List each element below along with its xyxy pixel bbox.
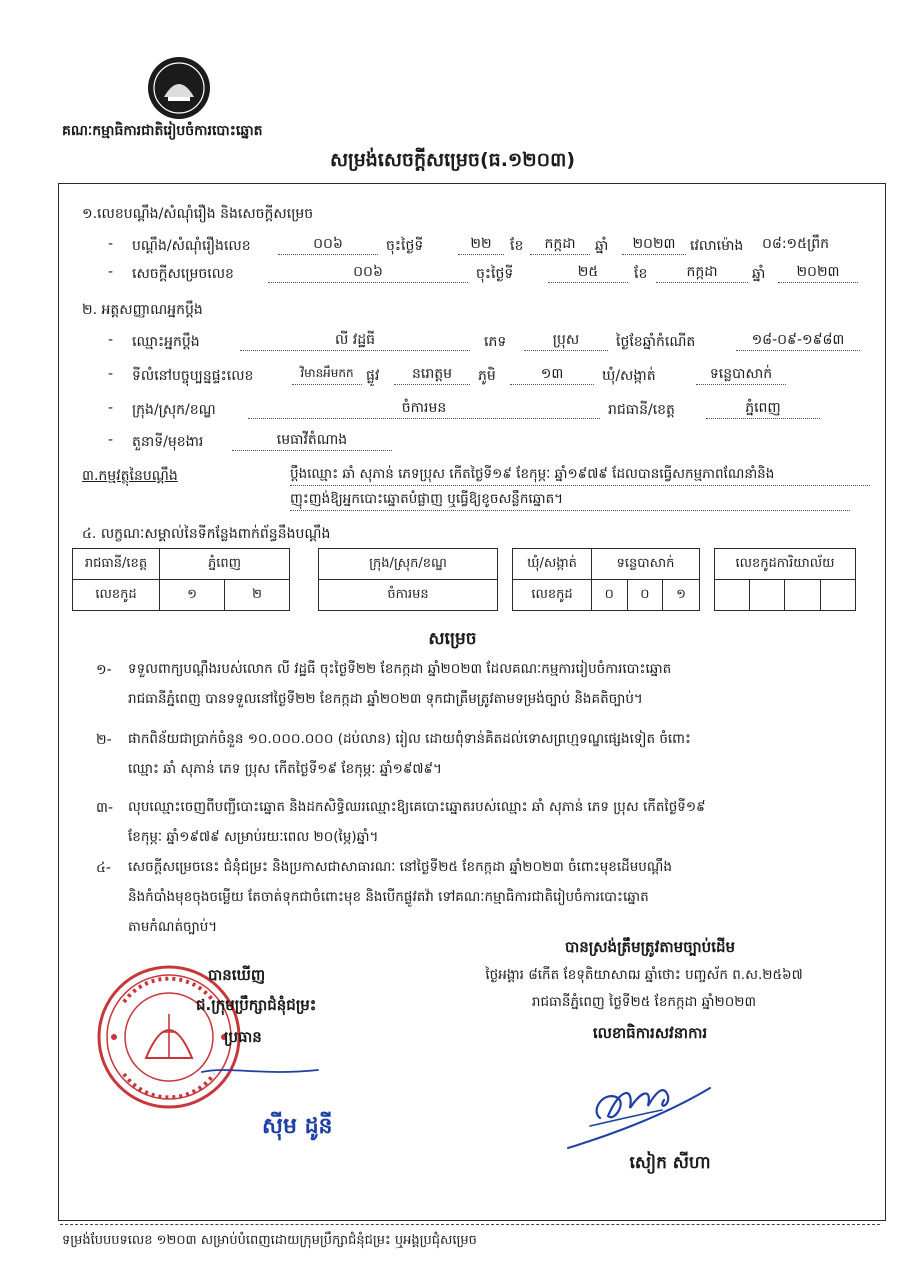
decision-item-2-line-2: ឈ្មោះ ឆាំ សុភាន់ ភេទ ប្រុស កើតថ្ងៃទី១៩ ខែកុម្ភៈ ឆ្នាំ១៩៧៩។ — [128, 761, 442, 777]
street-label: ផ្លូវ — [366, 368, 380, 384]
decision-item-num: ៣- — [96, 800, 114, 816]
month-label: ខែ — [510, 238, 524, 254]
role-label: តួនាទី/មុខងារ — [132, 434, 204, 450]
commune-cell: ទន្លេបាសាក់ — [592, 549, 700, 580]
year-label: ឆ្នាំ — [595, 238, 609, 254]
district-label: ក្រុង/ស្រុក/ខណ្ឌ — [132, 402, 216, 418]
decision-month: កក្កដា — [686, 264, 718, 280]
bullet: - — [108, 366, 114, 382]
role: មេធាវីតំណាង — [276, 432, 348, 448]
decision-item-num: ៤- — [96, 860, 111, 876]
year-label: ឆ្នាំ — [752, 266, 766, 282]
address-label: ទីលំនៅបច្ចុប្បន្នផ្ទះលេខ — [132, 368, 254, 384]
bullet: - — [108, 400, 114, 416]
office-code-digit — [820, 580, 855, 611]
subject-line-2: ញុះញង់ឱ្យអ្នកបោះឆ្នោតបំផ្លាញ ឬធ្វើឱ្យខូចសន្លឹកឆ្នោត។ — [290, 490, 850, 511]
decision-item-num: ២- — [96, 732, 112, 748]
decision-item-4-line-1: សេចក្ដីសម្រេចនេះ ជំនុំជម្រះ និងប្រកាសជាសាធារណៈ នៅថ្ងៃទី២៥ ខែកក្កដា ឆ្នាំ២០២៣ ចំពោះមុខដើមបណ្ដឹង — [128, 859, 672, 875]
district: ចំការមន — [401, 400, 447, 416]
decision-item-num: ១- — [96, 662, 112, 678]
province-code-digit: ១ — [160, 580, 225, 611]
complaint-year: ២០២៣ — [632, 236, 676, 252]
office-code-digit — [785, 580, 820, 611]
decision-day: ២៥ — [577, 264, 599, 280]
date-label: ចុះថ្ងៃទី — [476, 266, 514, 282]
secretary-role: លេខាធិការសវនាការ — [592, 1024, 708, 1042]
decision-item-3-line-2: ខែកុម្ភៈ ឆ្នាំ១៩៧៩ សម្រាប់រយៈពេល ២០(ម្ភៃ)ឆ្នាំ។ — [128, 829, 379, 845]
commune-code-digit: ០ — [592, 580, 628, 611]
province-cell: ភ្នំពេញ — [160, 549, 290, 580]
bullet: - — [108, 236, 114, 252]
section3-heading: ៣.កម្មវត្ថុនៃបណ្ដឹង — [82, 468, 178, 484]
decision-year: ២០២៣ — [796, 264, 840, 280]
decision-no-label: សេចក្ដីសម្រេចលេខ — [132, 266, 234, 282]
commune-code-digit: ០ — [627, 580, 663, 611]
complaint-day: ២២ — [470, 236, 492, 252]
section2-heading: ២. អត្តសញ្ញាណអ្នកប្ដឹង — [82, 302, 203, 318]
council-name: ជ.ក្រុមប្រឹក្សាជំនុំជម្រះ — [196, 996, 317, 1014]
decision-item-3-line-1: លុបឈ្មោះចេញពីបញ្ជីបោះឆ្នោត និងដកសិទ្ធិឈរឈ្មោះឱ្យគេបោះឆ្នោតរបស់ឈ្មោះ ឆាំ សុភាន់ ភេទ ប្រុស កើតថ្ងៃទី១៩ — [128, 799, 706, 815]
complainant-name: លី វដ្ឋធី — [335, 332, 375, 348]
decision-item-4-line-2: និងកំបាំងមុខចុងចម្លើយ តែចាត់ទុកជាចំពោះមុខ និងបើកផ្លូវតវ៉ា ទៅគណៈកម្មាធិការជាតិរៀបចំការបោះឆ្នោត — [128, 889, 649, 905]
chair-signature-line — [200, 1062, 320, 1082]
commune-label-cell: ឃុំ/សង្កាត់ — [513, 549, 592, 580]
decision-heading: សម្រេច — [428, 629, 477, 649]
complaint-month: កក្កដា — [544, 236, 576, 252]
bullet: - — [108, 432, 114, 448]
house-no: វិមានអឹមកក — [300, 366, 354, 380]
code-label-cell: លេខកូដ — [73, 580, 160, 611]
decision-item-2-line-1: ផាកពិន័យជាប្រាក់ចំនួន ១០.០០០.០០០ (ដប់លាន) រៀល ដោយពុំទាន់គិតដល់ទោសព្រហ្មទណ្ឌផ្សេងទៀត ចំពោះ — [128, 731, 691, 747]
page-title: សម្រង់សេចក្ដីសម្រេច(ធ.១២០៣) — [329, 149, 576, 171]
secretary-signature — [560, 1060, 720, 1156]
district-code-table — [318, 548, 498, 611]
dob-label: ថ្ងៃខែឆ្នាំកំណើត — [616, 334, 696, 350]
province-code-digit: ២ — [224, 580, 289, 611]
commune-code-table — [512, 548, 700, 611]
office-code-table — [714, 548, 856, 611]
subject-line-1: ប្ដឹងឈ្មោះ ឆាំ សុភាន់ ភេទប្រុស កើតថ្ងៃទី១៩ ខែកុម្ភៈ ឆ្នាំ១៩៧៩ ដែលបានធ្វើសកម្មភាពណែនាំនិង — [290, 465, 870, 486]
seen-label: បានឃើញ — [208, 966, 266, 984]
office-code-digit — [750, 580, 785, 611]
section1-heading: ១.លេខបណ្ដឹង/សំណុំរឿង និងសេចក្ដីសម្រេច — [82, 206, 314, 222]
decision-item-1-line-2: រាជធានីភ្នំពេញ បានទទួលនៅថ្ងៃទី២២ ខែកក្កដា ឆ្នាំ២០២៣ ទុកជាត្រឹមត្រូវតាមទម្រង់ច្បាប់ និងគតិច្បាប់។ — [128, 691, 643, 707]
secretary-name: សៀក សីហា — [629, 1153, 711, 1173]
decision-item-1-line-1: ទទួលពាក្យបណ្ដឹងរបស់លោក លី វដ្ឋធី ចុះថ្ងៃទី២២ ខែកក្កដា ឆ្នាំ២០២៣ ដែលគណៈកម្មការរៀបចំការបោះឆ្នោត — [128, 661, 672, 677]
lunar-date: ថ្ងៃអង្គារ ៨កើត ខែទុតិយាសាឍ ឆ្នាំថោះ បញ្ចស័ក ព.ស.២៥៦៧ — [485, 967, 803, 983]
street: នរោត្តម — [412, 366, 452, 382]
province: ភ្នំពេញ — [745, 400, 781, 416]
district-cell: ចំការមន — [319, 580, 498, 611]
province-label: រាជធានី/ខេត្ត — [608, 402, 675, 418]
office-label-cell: លេខកូដការិយាល័យ — [715, 549, 856, 580]
date-label: ចុះថ្ងៃទី — [386, 238, 424, 254]
nec-emblem — [146, 55, 212, 121]
province-label-cell: រាជធានី/ខេត្ត — [73, 549, 160, 580]
complainant-dob: ១៨-០៩-១៩៨៣ — [751, 332, 845, 348]
decision-item-4-line-3: តាមកំណត់ច្បាប់។ — [128, 919, 218, 935]
village: ១៣ — [540, 366, 564, 382]
commune-label: ឃុំ/សង្កាត់ — [602, 368, 656, 384]
footer-note: ទម្រង់បែបបទលេខ ១២០៣ សម្រាប់បំពេញដោយក្រុមប្រឹក្សាជំនុំជម្រះ ឬអង្គប្រជុំសម្រេច — [62, 1233, 477, 1248]
province-code-table — [72, 548, 290, 611]
complainant-sex: ប្រុស — [552, 332, 580, 348]
complaint-no: ០០៦ — [313, 236, 343, 252]
complaint-no-label: បណ្ដឹង/សំណុំរឿងលេខ — [132, 238, 251, 254]
section4-heading: ៤. លក្ខណៈសម្គាល់នៃទីកន្លែងពាក់ព័ន្ធនឹងបណ្ដឹង — [82, 526, 331, 542]
complainant-name-label: ឈ្មោះអ្នកប្ដឹង — [132, 334, 200, 350]
commune-code-digit: ១ — [663, 580, 700, 611]
chair-name: ស៊ីម ដូនី — [262, 1114, 333, 1139]
certify-title: បានស្រង់ត្រឹមត្រូវតាមច្បាប់ដើម — [565, 938, 735, 956]
commune: ទន្លេបាសាក់ — [709, 366, 773, 382]
month-label: ខែ — [634, 266, 648, 282]
sex-label: ភេទ — [484, 334, 507, 350]
office-code-digit — [715, 580, 750, 611]
bullet: - — [108, 332, 114, 348]
decision-no: ០០៦ — [353, 264, 383, 280]
district-label-cell: ក្រុង/ស្រុក/ខណ្ឌ — [319, 549, 498, 580]
city-date: រាជធានីភ្នំពេញ ថ្ងៃទី២៥ ខែកក្កដា ឆ្នាំ២០២៣ — [531, 994, 757, 1010]
complaint-time: ០៨:១៥ព្រឹក — [762, 236, 829, 252]
org-name: គណៈកម្មាធិការជាតិរៀបចំការបោះឆ្នោត — [62, 123, 263, 139]
chair-label: ប្រធាន — [224, 1028, 262, 1046]
code-label-cell: លេខកូដ — [513, 580, 592, 611]
village-label: ភូមិ — [478, 368, 496, 384]
time-label: វេលាម៉ោង — [690, 238, 744, 254]
footer-divider — [60, 1224, 880, 1225]
bullet: - — [108, 264, 114, 280]
